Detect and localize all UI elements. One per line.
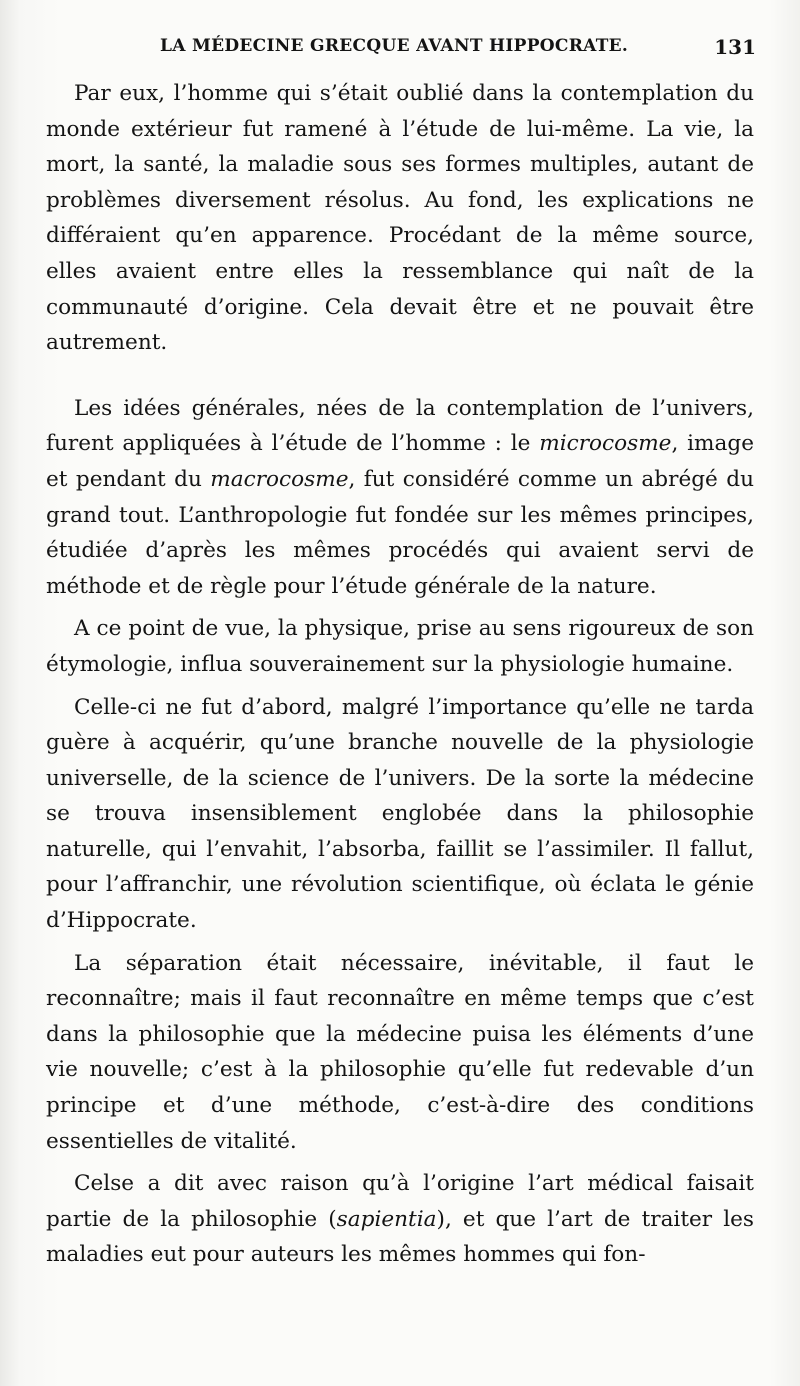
paragraph-gap — [46, 939, 754, 946]
paragraph-gap — [46, 1159, 754, 1166]
term-microcosme: microcosme — [539, 431, 672, 457]
page-number: 131 — [714, 35, 756, 59]
running-title: LA MÉDECINE GRECQUE AVANT HIPPOCRATE. — [160, 36, 629, 56]
paragraph-3: A ce point de vue, la physique, prise au sens rigoureux de son étymologie, influa souverainement sur la physiologie humaine. — [46, 616, 754, 677]
body-text — [46, 76, 754, 1273]
paragraph-2-text-c: , fut considéré comme un abrégé du grand tout. L’anthropologie fut fondée sur les mêmes principes, étudiée d’après les mêmes procédés qui avaient servi de méthode et de règle pour l’étude générale de la nature. — [46, 466, 754, 599]
paragraph-2-text-a: Les idées générales, nées de la contemplation de l’univers, furent appliquées à l’étude de l’homme : le — [46, 395, 754, 457]
paragraph-1: Par eux, l’homme qui s’était oublié dans la contemplation du monde extérieur fut ramené à l’étude de lui-même. La vie, la mort, la santé, la maladie sous ses formes multiples, autant de problèmes diversement résolus. Au fond, les explications ne différaient qu’en apparence. Procédant de la même source, elles avaient entre elles la ressemblance qui naît de la communauté d’origine. Cela devait être et ne pouvait être autrement. — [46, 81, 754, 356]
page-header — [160, 36, 760, 66]
paragraph-2-text-b: , image et pendant du — [46, 431, 754, 492]
paragraph-6-text-b: ), et que l’art de traiter les maladies eut pour auteurs les mêmes hommes qui fon- — [46, 1206, 754, 1268]
paragraph-6-text-a: Celse a dit avec raison qu’à l’origine l’art médical faisait partie de la philosophie ( — [46, 1171, 754, 1232]
paragraph-4: Celle-ci ne fut d’abord, malgré l’importance qu’elle ne tarda guère à acquérir, qu’une branche nouvelle de la physiologie universelle, de la science de l’univers. De la sorte la médecine se trouva insensiblement englobée dans la philosophie naturelle, qui l’envahit, l’absorba, faillit se l’assimiler. Il fallut, pour l’affranchir, une révolution scientifique, où éclata le génie d’Hippocrate. — [46, 694, 754, 934]
term-sapientia: sapientia — [336, 1206, 437, 1232]
paragraph-gap — [46, 604, 754, 611]
paragraph-2 — [46, 391, 754, 605]
paragraph-gap — [46, 361, 754, 391]
paragraph-gap — [46, 683, 754, 690]
paragraph-6 — [46, 1166, 754, 1273]
term-macrocosme: macrocosme — [210, 466, 349, 492]
paragraph-5: La séparation était nécessaire, inévitable, il faut le reconnaître; mais il faut reconnaître en même temps que c’est dans la philosophie que la médecine puisa les éléments d’une vie nouvelle; c’est à la philosophie qu’elle fut redevable d’un principe et d’une méthode, c’est-à-dire des conditions essentielles de vitalité. — [46, 950, 754, 1154]
